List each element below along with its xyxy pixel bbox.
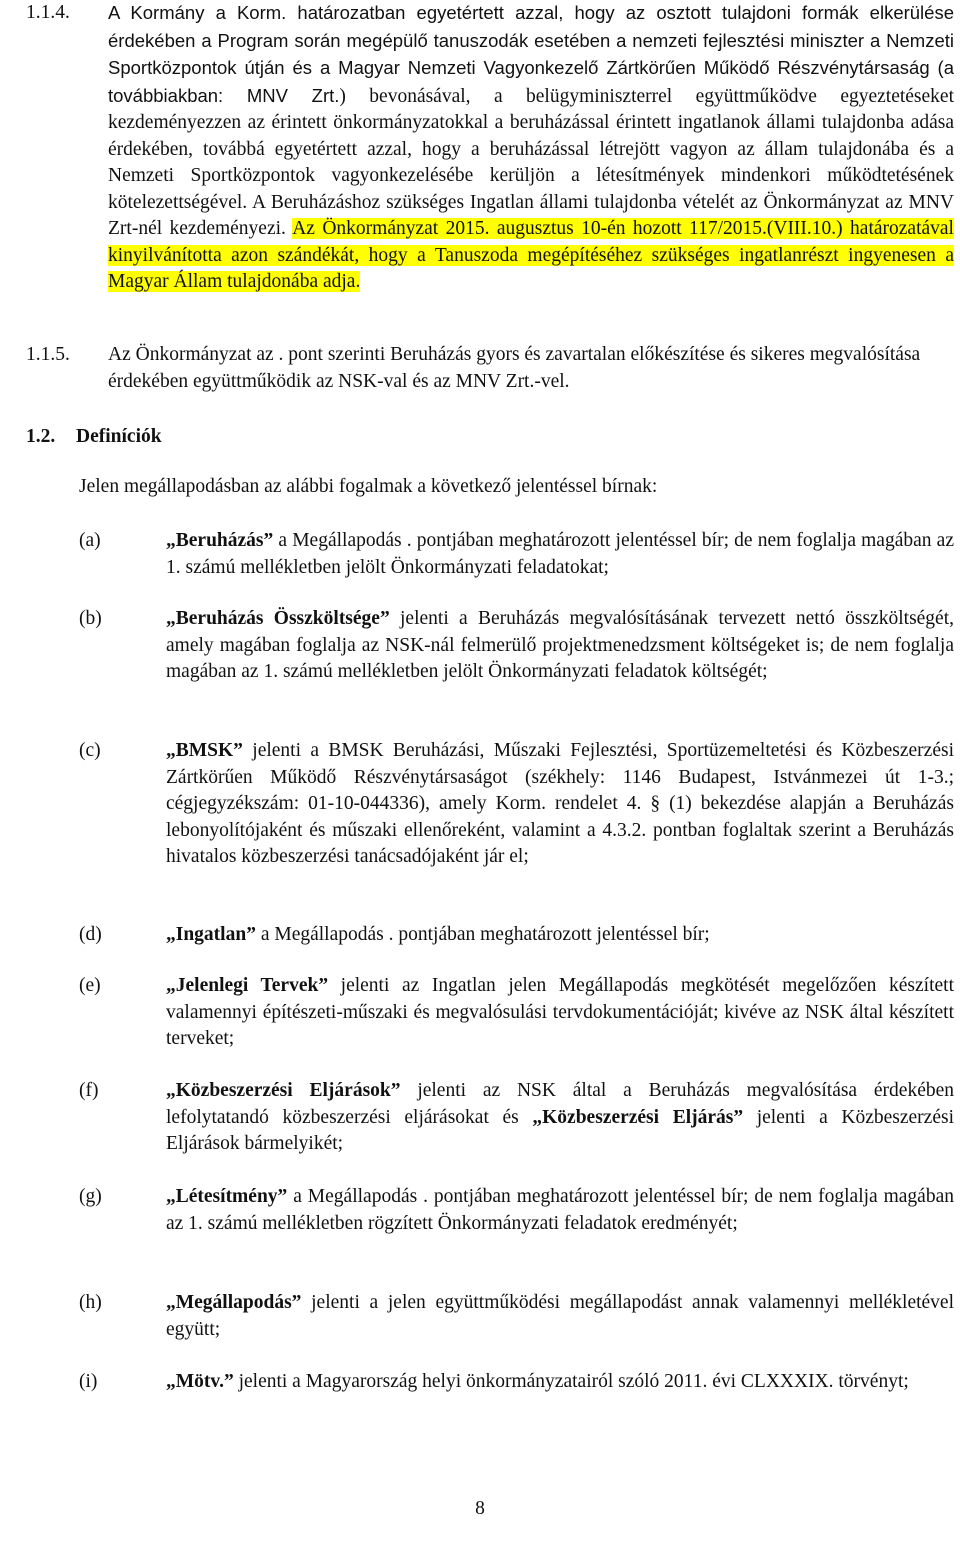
definition-term: „Mötv.” <box>166 1371 234 1392</box>
section-title: Definíciók <box>76 426 162 447</box>
definition-text: jelenti az Ingatlan jelen Megállapodás megkötését megelőzően készített valamennyi építészeti-műszaki és megvalósulási tervdokumentációját; kivéve az NSK által készített terveket; <box>166 975 954 1049</box>
definition-label: (i) <box>79 1371 98 1392</box>
definition-body <box>166 738 954 871</box>
definition-term: „Beruházás Összköltsége” <box>166 608 390 629</box>
clause-body <box>108 0 954 296</box>
definition-label: (f) <box>79 1080 99 1101</box>
definition-body <box>166 1184 954 1237</box>
definition-body <box>166 922 954 949</box>
definition-text: jelenti a jelen együttműködési megállapodást annak valamennyi mellékletével együtt; <box>166 1292 954 1340</box>
definition-text: jelenti a Beruházás megvalósításának tervezett nettó összköltségét, amely magában foglalja az NSK-nál felmerülő projektmenedzsment költségeket is; de nem foglalja magában az 1. számú mellékletben jelölt Önkormányzati feladatok költségét; <box>166 608 955 682</box>
definition-label: (b) <box>79 608 102 629</box>
definition-text: a Megállapodás . pontjában meghatározott jelentéssel bír; de nem foglalja magában az 1. számú mellékletben jelölt Önkormányzati feladatokat; <box>166 530 954 578</box>
definition-body <box>166 606 954 686</box>
definition-body <box>166 1369 954 1396</box>
clause-number: 1.1.5. <box>26 344 70 365</box>
definition-text: jelenti a Magyarország helyi önkormányzatairól szóló 2011. évi CLXXXIX. törvényt; <box>233 1371 909 1392</box>
definition-term: „Megállapodás” <box>166 1292 302 1313</box>
section-number: 1.2. <box>26 426 56 447</box>
definition-text: jelenti a Közbeszerzési Eljárások bármelyikét; <box>166 1106 954 1154</box>
definition-label: (a) <box>79 530 101 551</box>
definition-body <box>166 528 954 581</box>
clause-text: ) bevonásával, a belügyminiszterrel együttműködve egyeztetéseket kezdeményezzen az érintett önkormányzatokkal a beruházással érintett ingatlanok állami tulajdonba adása érdekében, továbbá egyetértett azzal, hogy a beruházással létrejött vagyon az állam tulajdonába és a Nemzeti Sportközpontok vagyonkezelésébe kerüljön a létesítmények mindenkori működtetésének kötelezettségével. A Beruházáshoz szükséges Ingatlan állami tulajdonba vételét az Önkormányzat az MNV Zrt-nél kezdeményezi. <box>108 85 954 239</box>
clause-number: 1.1.4. <box>26 2 70 23</box>
definition-label: (g) <box>79 1186 102 1207</box>
highlighted-text: ) határozatával kinyilvánította azon szándékát, hogy a Tanuszoda megépítéséhez szükséges ingatlanrészt ingyenesen a Magyar Állam tulajdonába adja. <box>108 218 954 292</box>
page-number: 8 <box>475 1498 485 1519</box>
definition-term: „BMSK” <box>166 740 243 761</box>
definition-label: (h) <box>79 1292 102 1313</box>
definition-label: (d) <box>79 924 102 945</box>
definition-term: „Jelenlegi Tervek” <box>166 975 329 996</box>
definition-body <box>166 1290 954 1343</box>
definition-label: (e) <box>79 975 101 996</box>
definition-term: „Közbeszerzési Eljárások” <box>166 1080 401 1101</box>
definition-text: a Megállapodás . pontjában meghatározott jelentéssel bír; <box>255 924 710 945</box>
definition-body <box>166 1078 954 1158</box>
definition-text: jelenti a BMSK Beruházási, Műszaki Fejlesztési, Sportüzemeltetési és Közbeszerzési Zártkörűen Működő Részvénytársaságot (székhely: 1146 Budapest, Istvánmezei út 1-3.; cégjegyzékszám: 01-10-044336), amely Korm. rendelet 4. § (1) bekezdése alapján a Beruházás lebonyolítójaként és műszaki ellenőreként, valamint a 4.3.2. pontban foglaltak szerint a Beruházás hivatalos közbeszerzési tanácsadójaként jár el; <box>166 740 954 867</box>
clause-text-sans: A Kormány a Korm. határozatban egyetértett azzal, hogy az osztott tulajdoni formák elkerülése érdekében a Program során megépülő tanuszodák esetében a nemzeti fejlesztési miniszter a Nemzeti Sportközpontok útján és a Magyar Nemzeti Vagyonkezelő Zártkörűen Működő Részvénytársaság (a továbbiakban: MNV Zrt. <box>108 2 954 106</box>
definition-term: „Létesítmény” <box>166 1186 288 1207</box>
definition-term: „Beruházás” <box>166 530 274 551</box>
definition-text: jelenti az NSK által a Beruházás megvalósítása érdekében lefolytatandó közbeszerzési eljárásokat és <box>166 1080 955 1128</box>
definition-term: „Közbeszerzési Eljárás” <box>532 1106 744 1128</box>
definition-term: „Ingatlan” <box>166 924 256 945</box>
definition-text: a Megállapodás . pontjában meghatározott jelentéssel bír; de nem foglalja magában az 1. számú mellékletben rögzített Önkormányzati feladatok eredményét; <box>166 1186 954 1234</box>
definitions-intro: Jelen megállapodásban az alábbi fogalmak a következő jelentéssel bírnak: <box>79 476 658 497</box>
highlighted-text: Az Önkormányzat 2015. augusztus 10-én hozott 117/2015.(VIII.10. <box>292 218 837 239</box>
definition-body <box>166 973 954 1053</box>
definition-label: (c) <box>79 740 101 761</box>
section-heading <box>26 424 162 451</box>
clause-body: Az Önkormányzat az . pont szerinti Beruházás gyors és zavartalan előkészítése és sikeres megvalósítása érdekében együttműködik az NSK-val és az MNV Zrt.-vel. <box>108 344 921 392</box>
